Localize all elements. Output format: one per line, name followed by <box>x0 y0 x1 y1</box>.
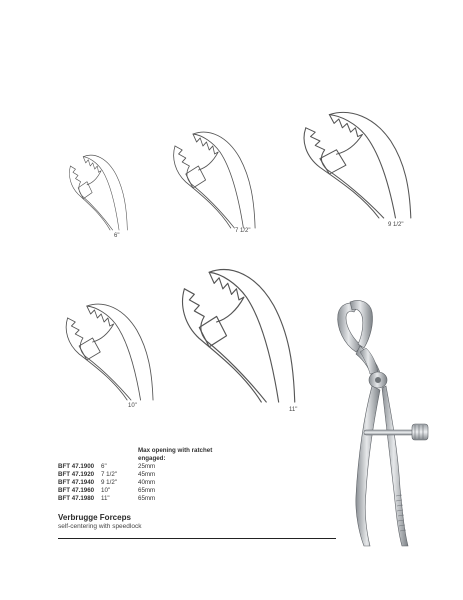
spec-row <box>58 479 258 487</box>
size-label-6in: 6" <box>114 233 120 239</box>
product-subtitle: self-centering with speedlock <box>58 523 142 530</box>
forceps-drawing-9-1-2in <box>294 108 412 218</box>
size: 10" <box>101 487 111 494</box>
spec-row <box>58 495 258 503</box>
size: 7 1/2" <box>101 471 117 478</box>
forceps-drawing-10in <box>58 300 154 400</box>
max-opening: 45mm <box>138 471 156 478</box>
catalog-code: BFT 47.1960 <box>58 487 95 494</box>
size-label-7-1-2in: 7 1/2" <box>235 228 251 234</box>
size: 6" <box>101 463 107 470</box>
max-opening: 40mm <box>138 479 156 486</box>
max-opening: 65mm <box>138 487 156 494</box>
forceps-photo <box>320 296 442 550</box>
catalog-code: BFT 47.1940 <box>58 479 95 486</box>
spec-header: Max opening with ratchet engaged: <box>138 447 213 462</box>
size-label-10in: 10" <box>128 403 137 409</box>
catalog-code: BFT 47.1920 <box>58 471 95 478</box>
product-title: Verbrugge Forceps <box>58 513 131 522</box>
divider-rule <box>58 538 336 539</box>
spec-row <box>58 471 258 479</box>
size-label-11in: 11" <box>289 407 298 413</box>
catalog-code: BFT 47.1980 <box>58 495 95 502</box>
size: 11" <box>101 495 110 502</box>
forceps-drawing-7-1-2in <box>166 128 256 228</box>
spec-row <box>58 487 258 495</box>
forceps-drawing-11in <box>172 264 296 402</box>
size: 9 1/2" <box>101 479 117 486</box>
catalog-code: BFT 47.1900 <box>58 463 95 470</box>
size-label-9-1-2in: 9 1/2" <box>388 222 404 228</box>
spec-row <box>58 463 258 471</box>
forceps-drawing-6in <box>64 152 128 230</box>
max-opening: 25mm <box>138 463 156 470</box>
max-opening: 65mm <box>138 495 156 502</box>
